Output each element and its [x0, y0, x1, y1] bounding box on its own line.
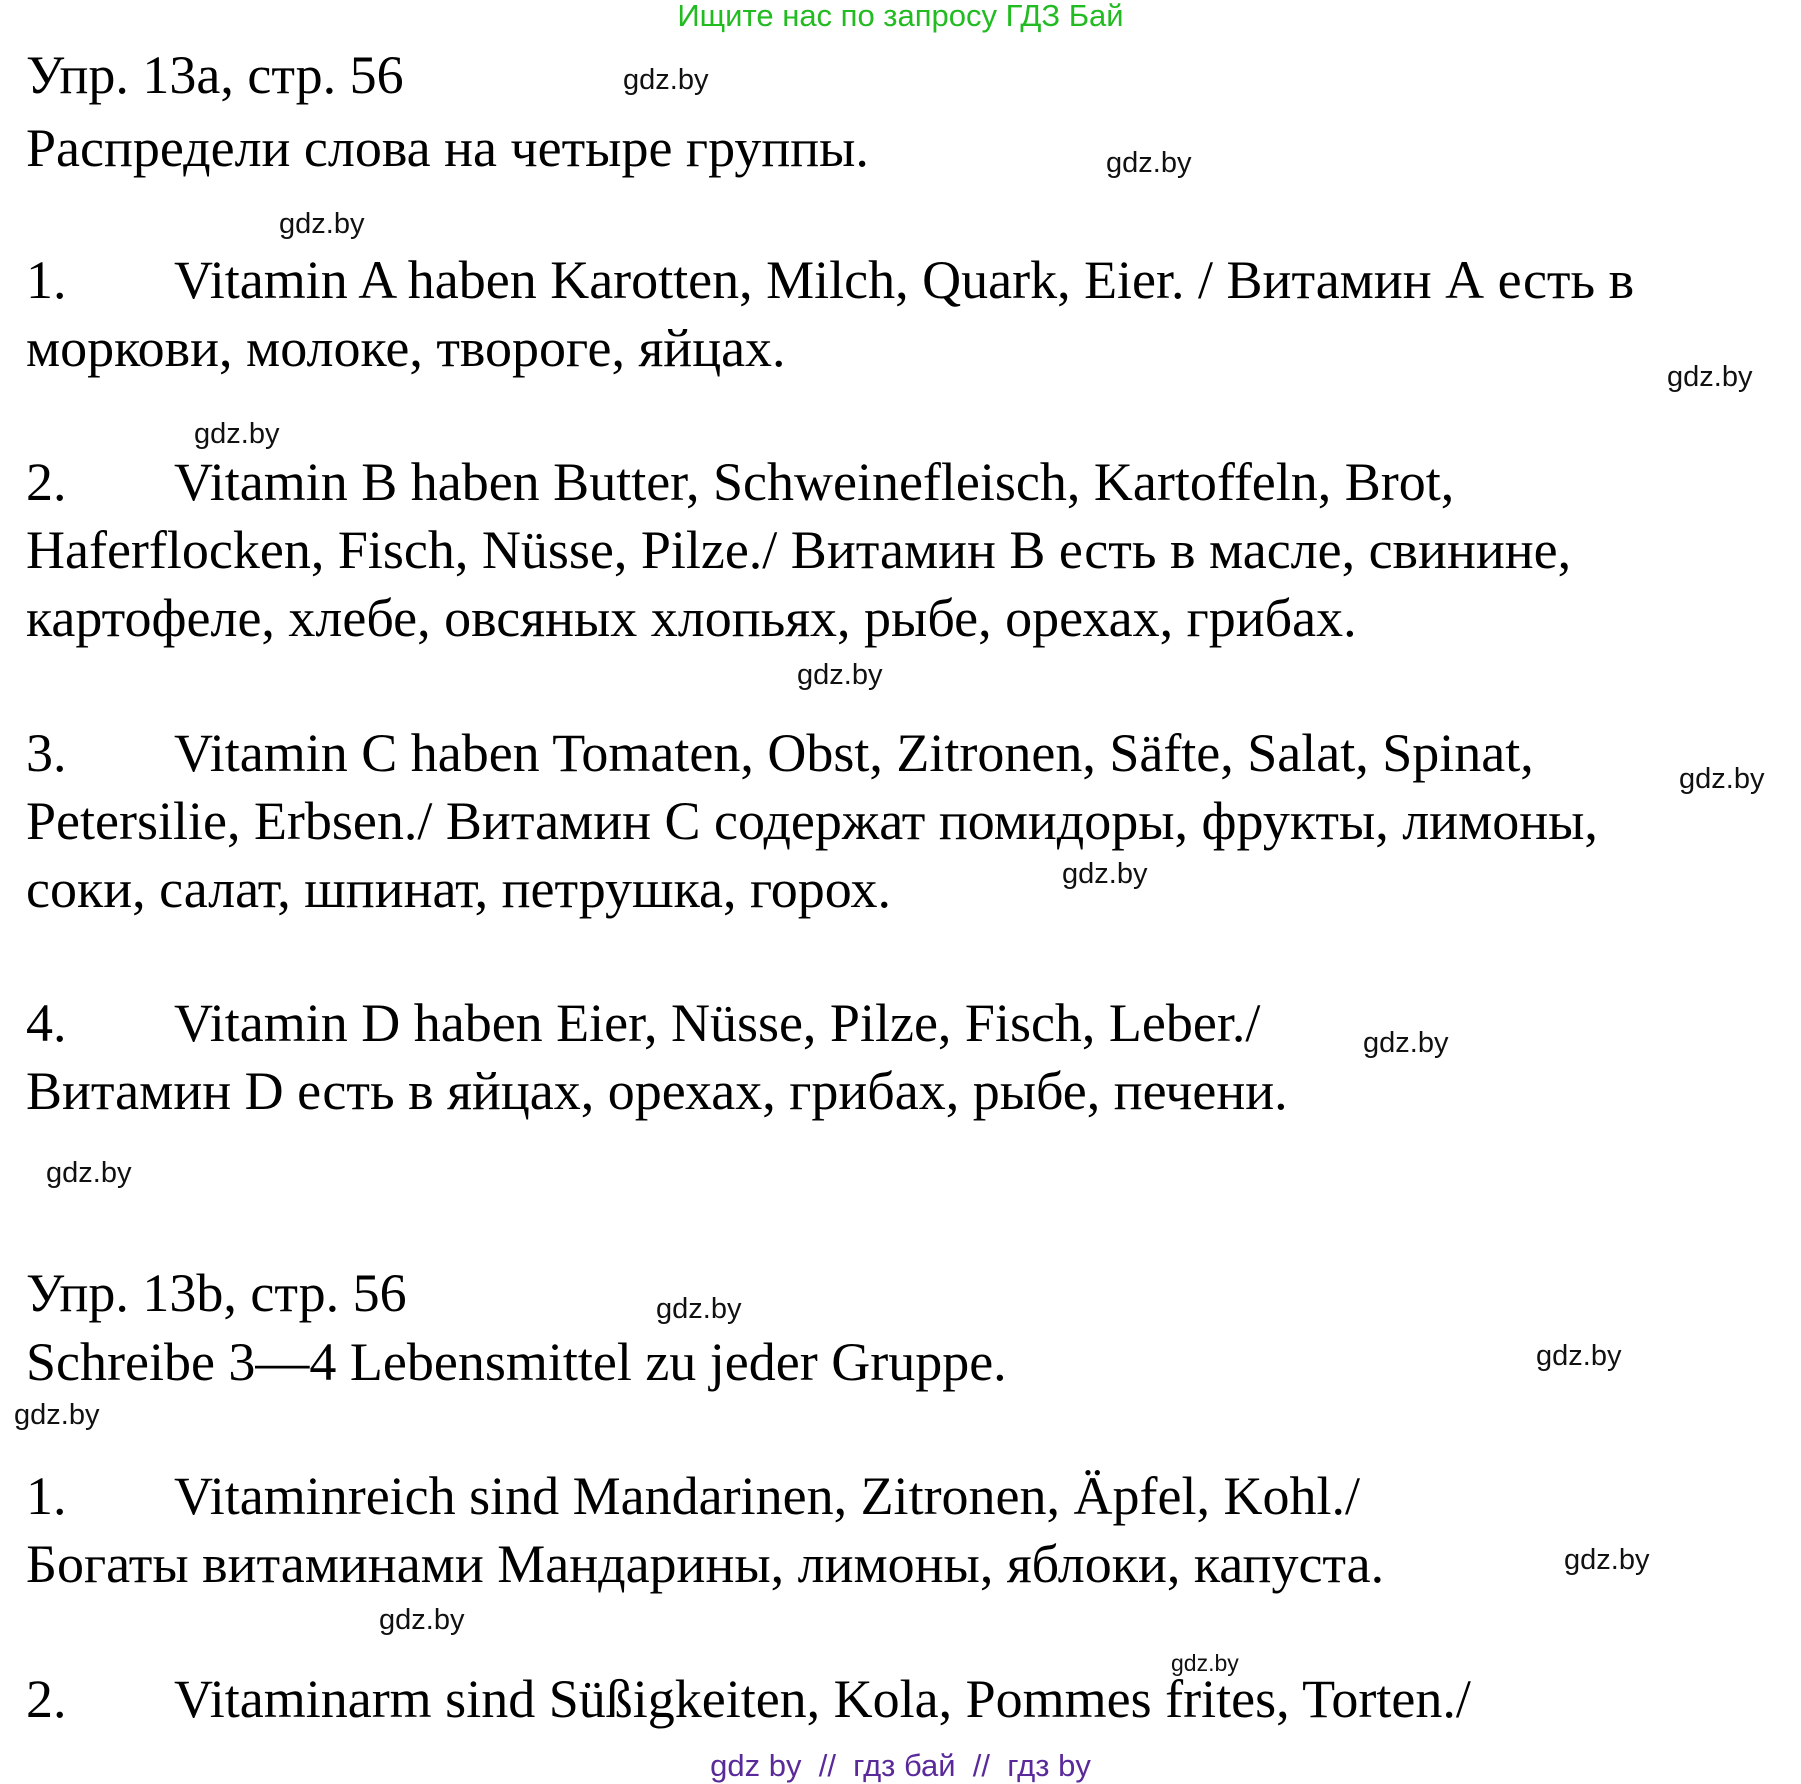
exercise-a-item-1-line-2: моркови, молоке, твороге, яйцах. — [26, 318, 786, 378]
watermark: gdz.by — [14, 1399, 100, 1431]
exercise-a-item-2-line-1 — [26, 452, 1455, 512]
watermark: gdz.by — [1062, 858, 1148, 890]
watermark: gdz.by — [656, 1293, 742, 1325]
exercise-b-item-2-line-1 — [26, 1669, 1471, 1729]
watermark: gdz.by — [623, 64, 709, 96]
watermark: gdz.by — [1667, 361, 1753, 393]
exercise-a-item-4-line-1 — [26, 993, 1261, 1053]
search-banner: Ищите нас по запросу ГДЗ Бай — [677, 0, 1124, 33]
exercise-a-item-3-line-2: Petersilie, Erbsen./ Витамин С содержат помидоры, фрукты, лимоны, — [26, 791, 1598, 851]
exercise-a-item-3-line-3: соки, салат, шпинат, петрушка, горох. — [26, 859, 891, 919]
watermark: gdz.by — [1363, 1027, 1449, 1059]
watermark: gdz.by — [1564, 1544, 1650, 1576]
footer-links: gdz by // гдз бай // гдз by — [710, 1748, 1091, 1783]
exercise-a-task: Распредели слова на четыре группы. — [26, 118, 869, 178]
exercise-a-item-3-line-1 — [26, 723, 1534, 783]
item-number: 2. — [26, 1669, 67, 1729]
exercise-a-heading: Упр. 13a, стр. 56 — [26, 45, 404, 105]
watermark: gdz.by — [46, 1157, 132, 1189]
item-number: 3. — [26, 723, 67, 783]
item-number: 4. — [26, 993, 67, 1053]
exercise-b-heading: Упр. 13b, стр. 56 — [26, 1263, 407, 1323]
item-text: Vitamin B haben Butter, Schweinefleisch, Kartoffeln, Brot, — [174, 452, 1455, 512]
item-text: Vitamin A haben Karotten, Milch, Quark, Eier. / Витамин А есть в — [174, 250, 1635, 310]
watermark: gdz.by — [797, 659, 883, 691]
watermark: gdz.by — [1106, 147, 1192, 179]
watermark: gdz.by — [1171, 1650, 1239, 1676]
exercise-b-task: Schreibe 3—4 Lebensmittel zu jeder Gruppe. — [26, 1332, 1007, 1392]
exercise-a-item-4-line-2: Витамин D есть в яйцах, орехах, грибах, рыбе, печени. — [26, 1061, 1288, 1121]
watermark: gdz.by — [1536, 1340, 1622, 1372]
item-text: Vitaminarm sind Süßigkeiten, Kola, Pommes frites, Torten./ — [174, 1669, 1471, 1729]
exercise-a-item-2-line-2: Haferflocken, Fisch, Nüsse, Pilze./ Витамин В есть в масле, свинине, — [26, 520, 1572, 580]
item-text: Vitaminreich sind Mandarinen, Zitronen, Äpfel, Kohl./ — [174, 1466, 1360, 1526]
watermark: gdz.by — [379, 1604, 465, 1636]
watermark: gdz.by — [194, 418, 280, 450]
item-text: Vitamin D haben Eier, Nüsse, Pilze, Fisch, Leber./ — [174, 993, 1261, 1053]
exercise-b-item-1-line-1 — [26, 1466, 1360, 1526]
item-number: 2. — [26, 452, 67, 512]
item-number: 1. — [26, 250, 67, 310]
exercise-b-item-1-line-2: Богаты витаминами Мандарины, лимоны, яблоки, капуста. — [26, 1534, 1385, 1594]
item-text: Vitamin C haben Tomaten, Obst, Zitronen, Säfte, Salat, Spinat, — [174, 723, 1534, 783]
exercise-a-item-2-line-3: картофеле, хлебе, овсяных хлопьях, рыбе, орехах, грибах. — [26, 588, 1357, 648]
item-number: 1. — [26, 1466, 67, 1526]
exercise-a-item-1-line-1 — [26, 250, 1635, 310]
watermark: gdz.by — [279, 208, 365, 240]
watermark: gdz.by — [1679, 763, 1765, 795]
